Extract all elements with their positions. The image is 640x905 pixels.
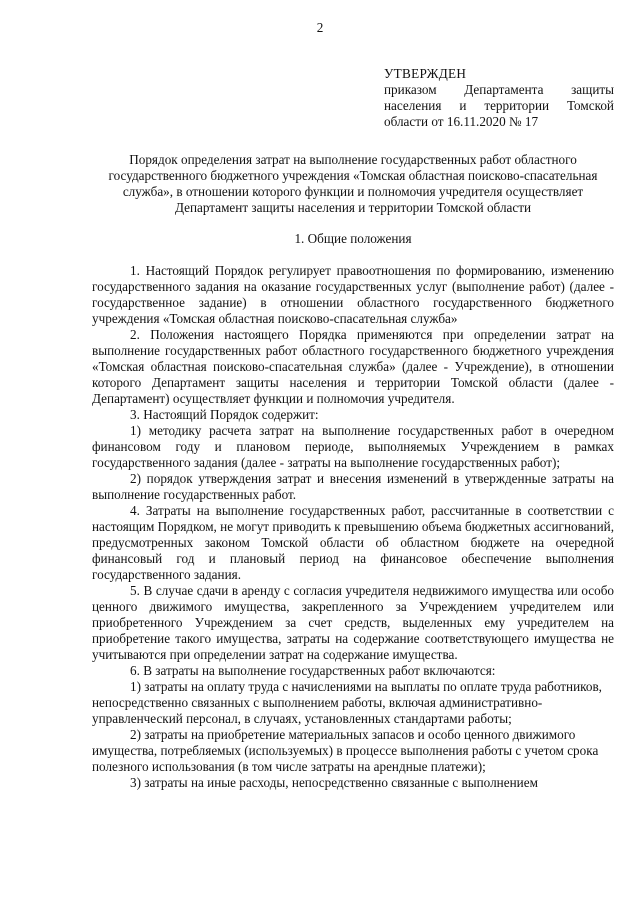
- document-title: Порядок определения затрат на выполнение государственных работ областного государственного бюджетного учреждения «Томская областная поисково-спасательная служба», в отношении которого функции и полномочия учредителя осуществляет Департамент защиты населения и территории Томской области: [108, 152, 598, 215]
- paragraph: 3) затраты на иные расходы, непосредственно связанные с выполнением: [130, 775, 538, 790]
- document-body: [92, 263, 614, 791]
- paragraph: 3. Настоящий Порядок содержит:: [130, 407, 319, 422]
- paragraph: 1) методику расчета затрат на выполнение государственных работ в очередном финансовом году и плановом периоде, выполняемых Учреждением в рамках государственного задания (далее - затраты на выполнение государственных работ);: [92, 423, 614, 470]
- paragraph: 5. В случае сдачи в аренду с согласия учредителя недвижимого имущества или особо ценного движимого имущества, закрепленного за Учреждением учредителем или приобретенного Учреждением за счет средств, выделенных ему учредителем на приобретение такого имущества, затраты на содержание соответствующего имущества не учитываются при определении затрат на содержание имущества.: [92, 583, 614, 662]
- paragraph: 2. Положения настоящего Порядка применяются при определении затрат на выполнение государственных работ областного государственного бюджетного учреждения «Томская областная поисково-спасательная служба» (далее - Учреждение), в отношении которого Департамент защиты населения и территории Томской области (далее - Департамент) осуществляет функции и полномочия учредителя.: [92, 327, 614, 406]
- page-number: 2: [316, 20, 324, 35]
- paragraph: 4. Затраты на выполнение государственных работ, рассчитанные в соответствии с настоящим Порядком, не могут приводить к превышению объема бюджетных ассигнований, предусмотренных законом Томской области об областном бюджете на очередной финансовый год и плановый период на финансовое обеспечение выполнения государственного задания.: [92, 503, 614, 582]
- approval-body: приказом Департамента защиты населения и территории Томской области от 16.11.2020 № 17: [384, 82, 614, 129]
- paragraph: 2) затраты на приобретение материальных запасов и особо ценного движимого имущества, потребляемых (используемых) в процессе выполнения работы с учетом срока полезного использования (в том числе затраты на арендные платежи);: [92, 727, 599, 774]
- paragraph: 1) затраты на оплату труда с начислениями на выплаты по оплате труда работников, непосредственно связанных с выполнением работы, включая административно-управленческий персонал, в случаях, установленных стандартами работы;: [92, 679, 602, 726]
- section-title: 1. Общие положения: [294, 231, 412, 246]
- paragraph: 6. В затраты на выполнение государственных работ включаются:: [130, 663, 496, 678]
- paragraph: 1. Настоящий Порядок регулирует правоотношения по формированию, изменению государственного задания на оказание государственных услуг (выполнение работ) (далее - государственное задание) в отношении областного государственного бюджетного учреждения «Томская областная поисково-спасательная служба»: [92, 263, 614, 326]
- approval-block: [384, 66, 614, 130]
- paragraph: 2) порядок утверждения затрат и внесения изменений в утвержденные затраты на выполнение государственных работ.: [92, 471, 614, 502]
- approval-title: УТВЕРЖДЕН: [384, 66, 467, 81]
